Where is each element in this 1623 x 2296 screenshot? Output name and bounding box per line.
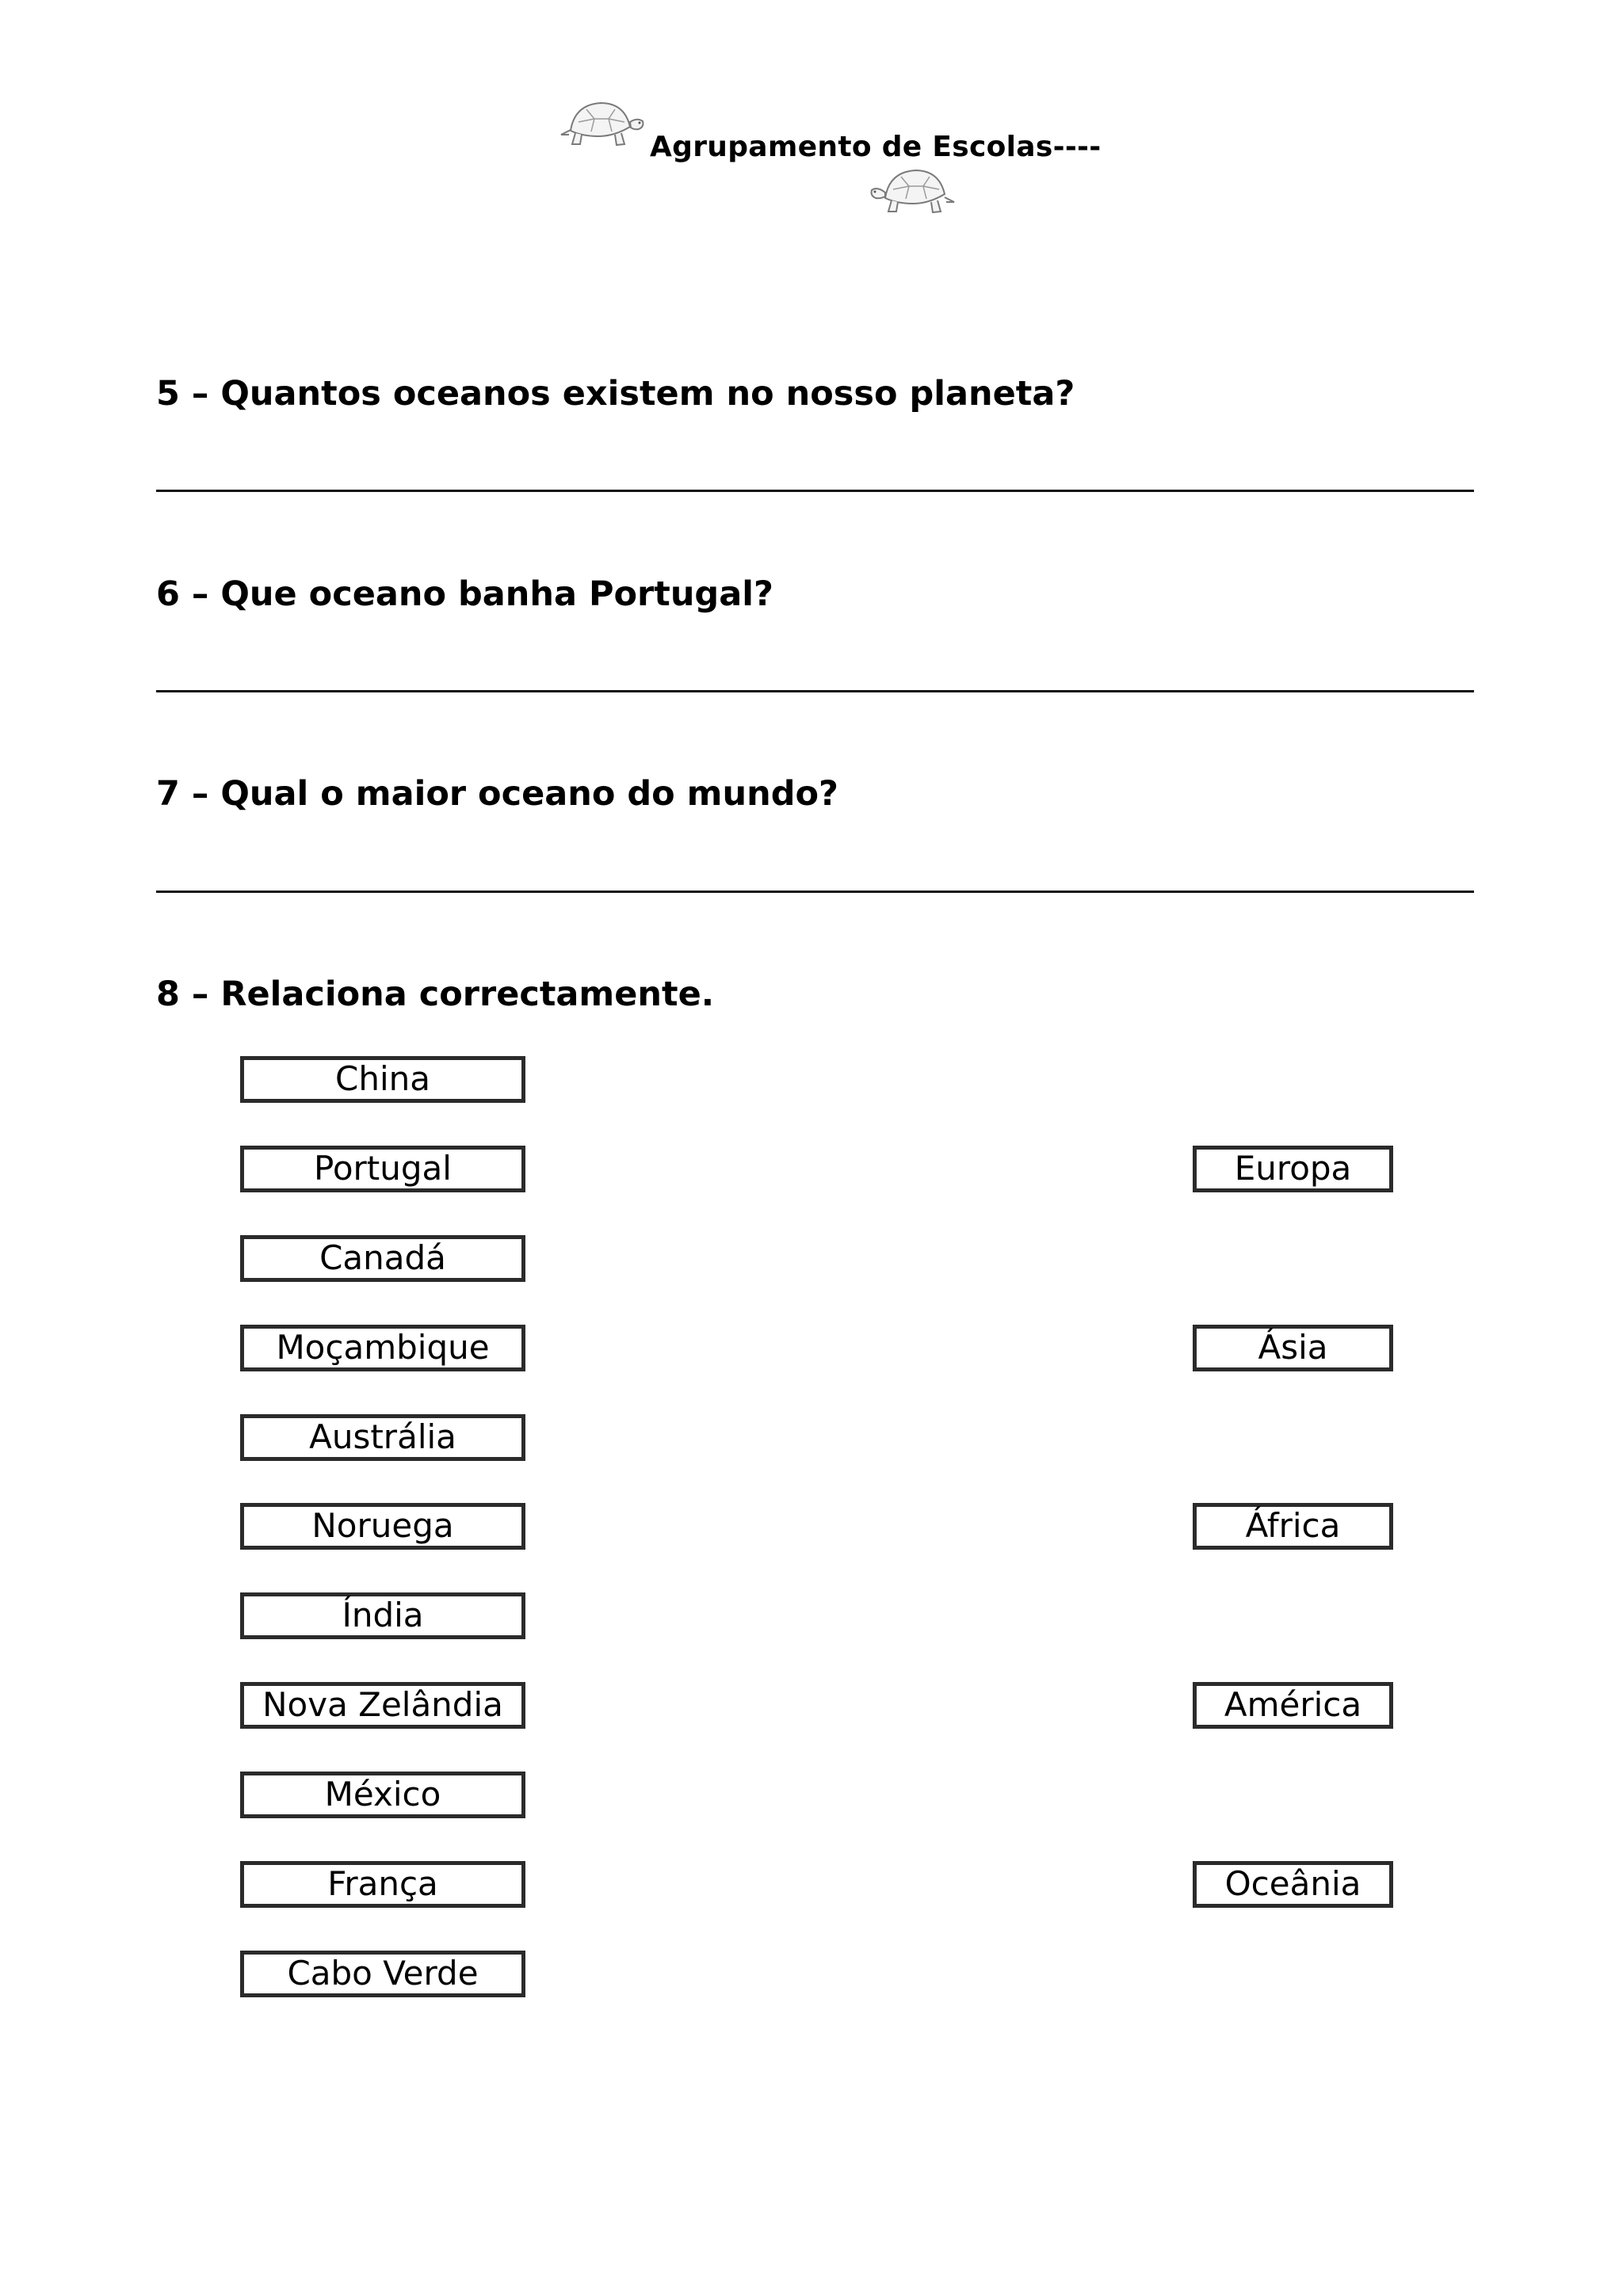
question-7: 7 – Qual o maior oceano do mundo? — [156, 774, 838, 814]
turtle-icon — [555, 95, 646, 158]
country-box-canada[interactable]: Canadá — [240, 1235, 525, 1282]
continent-box-america[interactable]: América — [1193, 1682, 1393, 1729]
country-box-portugal[interactable]: Portugal — [240, 1146, 525, 1192]
continent-box-oceania[interactable]: Oceânia — [1193, 1861, 1393, 1908]
question-5: 5 – Quantos oceanos existem no nosso planeta? — [156, 374, 1075, 414]
country-box-franca[interactable]: França — [240, 1861, 525, 1908]
country-box-china[interactable]: China — [240, 1056, 525, 1103]
answer-line-7[interactable] — [156, 891, 1474, 893]
answer-line-5[interactable] — [156, 490, 1474, 492]
country-box-mexico[interactable]: México — [240, 1772, 525, 1818]
country-box-mocambique[interactable]: Moçambique — [240, 1325, 525, 1371]
country-box-india[interactable]: Índia — [240, 1592, 525, 1639]
country-box-cabo-verde[interactable]: Cabo Verde — [240, 1951, 525, 1997]
country-box-australia[interactable]: Austrália — [240, 1414, 525, 1461]
continent-box-europa[interactable]: Europa — [1193, 1146, 1393, 1192]
question-6: 6 – Que oceano banha Portugal? — [156, 574, 773, 614]
turtle-icon — [868, 162, 959, 226]
answer-line-6[interactable] — [156, 690, 1474, 692]
question-8: 8 – Relaciona correctamente. — [156, 974, 715, 1014]
continent-box-asia[interactable]: Ásia — [1193, 1325, 1393, 1371]
country-box-noruega[interactable]: Noruega — [240, 1503, 525, 1550]
continent-box-africa[interactable]: África — [1193, 1503, 1393, 1550]
school-name: Agrupamento de Escolas---- — [650, 131, 1102, 163]
country-box-nova-zelandia[interactable]: Nova Zelândia — [240, 1682, 525, 1729]
